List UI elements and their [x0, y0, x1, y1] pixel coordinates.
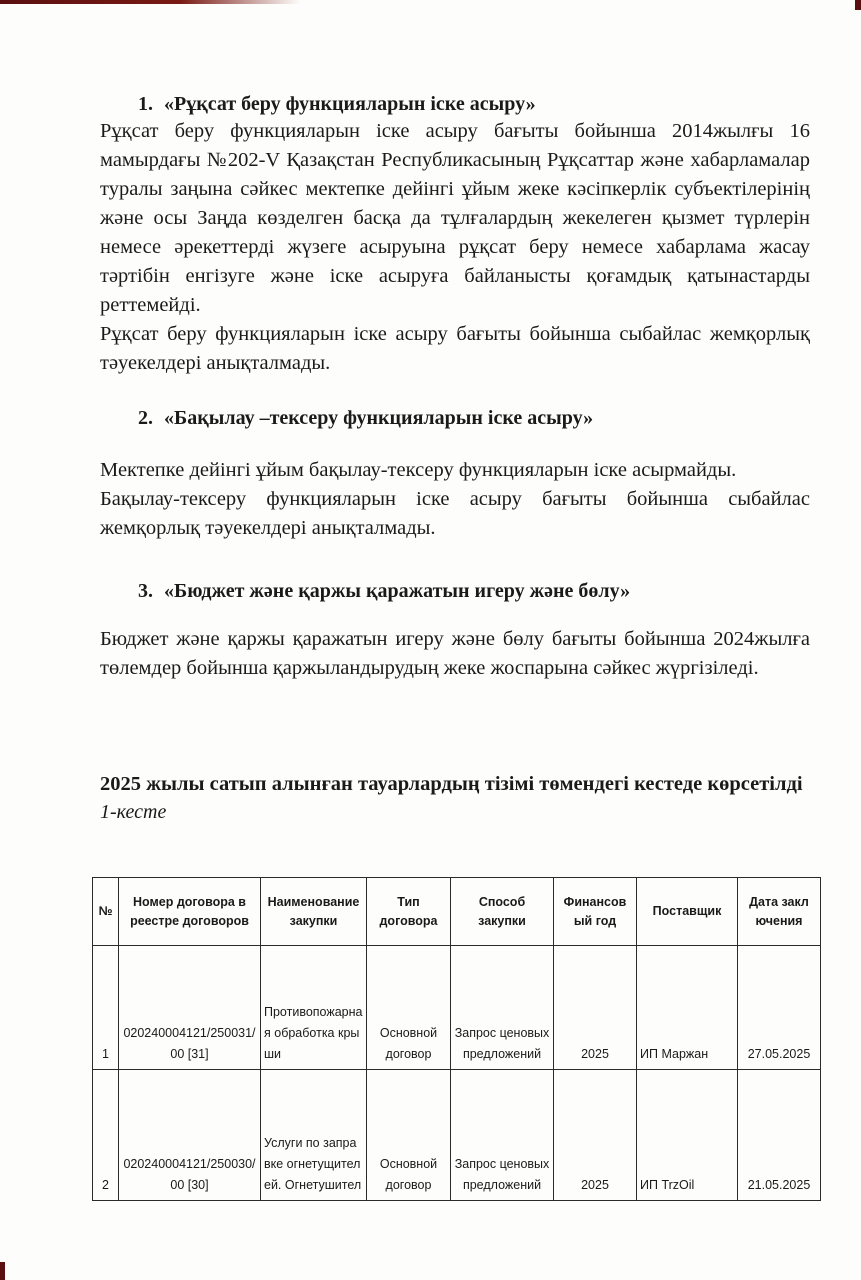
- cell-contract-number: 020240004121/250031/00 [31]: [119, 946, 261, 1070]
- header-contract-type: Тип договора: [367, 878, 451, 946]
- procurement-table: [92, 877, 821, 1201]
- table-header-row: [93, 878, 821, 946]
- paragraph: Мектепке дейінгі ұйым бақылау-тексеру функцияларын іске асырмайды.: [100, 459, 737, 481]
- table-row: [93, 946, 821, 1070]
- cell-purchase-method: Запрос ценовых предложений: [451, 1070, 554, 1201]
- cell-purchase-method: Запрос ценовых предложений: [451, 946, 554, 1070]
- cell-supplier: ИП TrzOil: [637, 1070, 738, 1201]
- header-contract-number: Номер договора в реестре договоров: [119, 878, 261, 946]
- scan-edge-shadow: [855, 0, 861, 10]
- section-title: «Бюджет және қаржы қаражатын игеру және бөлу»: [164, 580, 631, 602]
- cell-date: 21.05.2025: [738, 1070, 821, 1201]
- scan-edge-shadow: [0, 0, 300, 4]
- cell-contract-number: 020240004121/250030/00 [30]: [119, 1070, 261, 1201]
- cell-financial-year: 2025: [554, 946, 637, 1070]
- header-date-text: Дата заключения: [749, 894, 809, 928]
- section-number: 1.: [138, 93, 153, 115]
- header-purchase-name: [261, 878, 367, 946]
- table-intro: [100, 770, 810, 825]
- header-date: [738, 878, 821, 946]
- cell-financial-year: 2025: [554, 1070, 637, 1201]
- cell-purchase-name: Услуги по заправке огнетущителей. Огнетушител: [261, 1070, 367, 1201]
- section-1-body: [100, 117, 810, 378]
- section-1-heading: [138, 90, 536, 118]
- table-caption: 1-кесте: [100, 801, 167, 823]
- section-3-heading: [138, 577, 630, 605]
- paragraph: Бақылау-тексеру функцияларын іске асыру бағыты бойынша сыбайлас жемқорлық тәуекелдері анықталмады.: [100, 488, 810, 539]
- cell-contract-type: Основной договор: [367, 946, 451, 1070]
- cell-no: 1: [93, 946, 119, 1070]
- header-supplier: Поставщик: [637, 878, 738, 946]
- cell-purchase-name: Противопожарная обработка крыши: [261, 946, 367, 1070]
- cell-contract-type: Основной договор: [367, 1070, 451, 1201]
- section-title: «Бақылау –тексеру функцияларын іске асыру»: [164, 407, 594, 429]
- header-financial-year-text: Финансовый год: [563, 894, 627, 928]
- cell-supplier: ИП Маржан: [637, 946, 738, 1070]
- header-purchase-name-text: Наименование закупки: [267, 894, 360, 928]
- section-3-body: [100, 625, 810, 683]
- section-number: 3.: [138, 580, 153, 602]
- section-title: «Рұқсат беру функцияларын іске асыру»: [164, 93, 536, 115]
- table-row: [93, 1070, 821, 1201]
- header-financial-year: [554, 878, 637, 946]
- paragraph: Рұқсат беру функцияларын іске асыру бағыты бойынша 2014жылғы 16 мамырдағы №202-V Қазақстан Республикасының Рұқсаттар және хабарламалар туралы заңына сәйкес мектепке дейінгі ұйым жеке кәсіпкерлік субъектілерінің және осы Заңда көзделген басқа да тұлғалардың жекелеген қызмет түрлерін немесе әрекеттерді жүзеге асыруына рұқсат беру немесе хабарлама жасау тәртібін енгізуге және іске асыруға байланысты қоғамдық қатынастарды реттемейді.: [100, 120, 810, 316]
- header-purchase-method: Способ закупки: [451, 878, 554, 946]
- cell-date: 27.05.2025: [738, 946, 821, 1070]
- section-2-heading: [138, 404, 593, 432]
- table-intro-title: 2025 жылы сатып алынған тауарлардың тізімі төмендегі кестеде көрсетілді: [100, 773, 803, 795]
- header-no: №: [93, 878, 119, 946]
- section-2-body: [100, 456, 810, 543]
- scan-edge-shadow: [0, 1262, 5, 1280]
- paragraph: Бюджет және қаржы қаражатын игеру және бөлу бағыты бойынша 2024жылға төлемдер бойынша қаржыландырудың жеке жоспарына сәйкес жүргізіледі.: [100, 628, 810, 679]
- cell-no: 2: [93, 1070, 119, 1201]
- paragraph: Рұқсат беру функцияларын іске асыру бағыты бойынша сыбайлас жемқорлық тәуекелдері анықталмады.: [100, 323, 810, 374]
- section-number: 2.: [138, 407, 153, 429]
